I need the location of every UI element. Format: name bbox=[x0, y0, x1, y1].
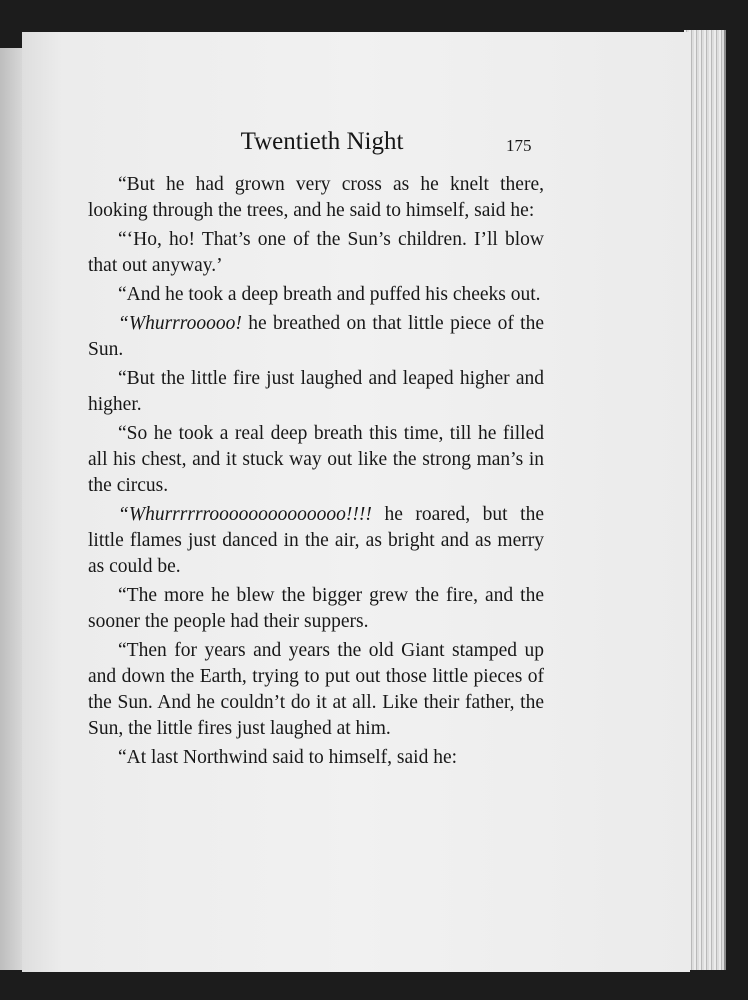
paragraph-text: he breathed on that little piece of the Sun. bbox=[88, 313, 544, 360]
paragraph bbox=[88, 366, 544, 418]
page-header bbox=[22, 128, 690, 168]
book-page bbox=[22, 32, 690, 972]
paragraph bbox=[88, 583, 544, 635]
paragraph bbox=[88, 745, 544, 771]
paragraph-text: “Then for years and years the old Giant stamped up and down the Earth, trying to put out those little pieces of the Sun. And he couldn’t do it at all. Like their father, the Sun, the little fires just laughed at him. bbox=[88, 640, 544, 739]
page-stack-edge bbox=[684, 30, 726, 970]
paragraph-text: “The more he blew the bigger grew the fire, and the sooner the people had their suppers. bbox=[88, 585, 544, 632]
paragraph-text: “But the little fire just laughed and leaped higher and higher. bbox=[88, 368, 544, 415]
paragraph-text: “So he took a real deep breath this time, till he filled all his chest, and it stuck way out like the strong man’s in the circus. bbox=[88, 423, 544, 496]
page-number: 175 bbox=[506, 136, 532, 155]
body-text bbox=[88, 172, 544, 774]
paragraph-text: “And he took a deep breath and puffed his cheeks out. bbox=[118, 284, 541, 305]
paragraph bbox=[88, 502, 544, 580]
paragraph-text: he roared, but the little flames just danced in the air, as bright and as merry as could be. bbox=[88, 504, 544, 577]
paragraph-text: “But he had grown very cross as he knelt there, looking through the trees, and he said to himself, said he: bbox=[88, 174, 544, 221]
paragraph bbox=[88, 172, 544, 224]
paragraph-text: “At last Northwind said to himself, said he: bbox=[118, 747, 458, 768]
italic-exclamation: “Whurrrrrroooooooooooooo!!!! bbox=[118, 504, 372, 525]
paragraph bbox=[88, 227, 544, 279]
running-head: Twentieth Night bbox=[240, 128, 404, 155]
paragraph bbox=[88, 311, 544, 363]
paragraph bbox=[88, 638, 544, 742]
paragraph bbox=[88, 282, 544, 308]
paragraph bbox=[88, 421, 544, 499]
italic-exclamation: “Whurrrooooo! bbox=[118, 313, 242, 334]
paragraph-text: “‘Ho, ho! That’s one of the Sun’s children. I’ll blow that out anyway.’ bbox=[88, 229, 544, 276]
